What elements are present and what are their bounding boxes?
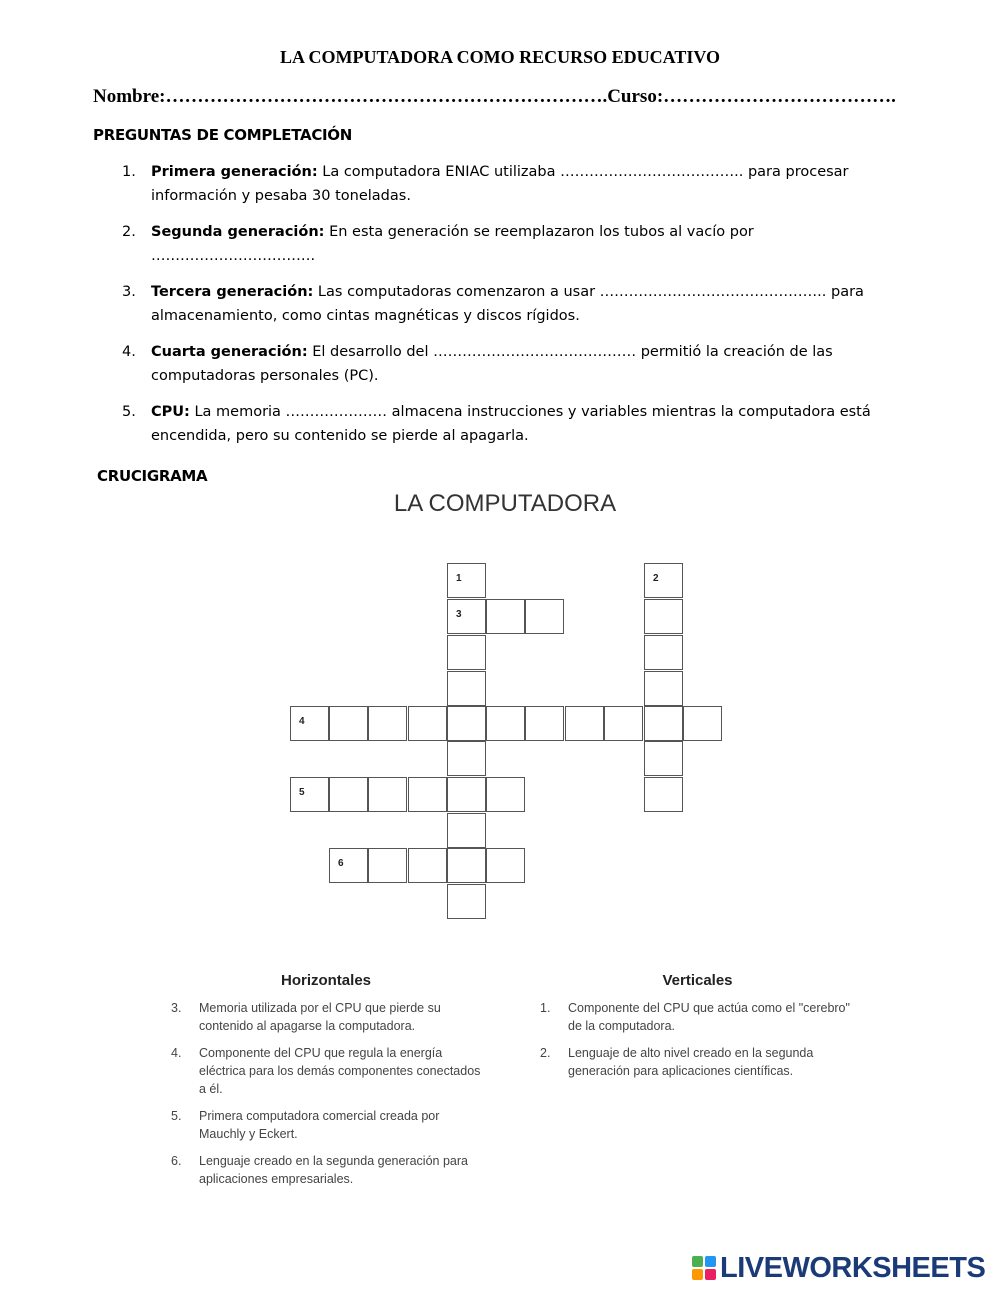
- completion-questions: [120, 160, 910, 460]
- crossword-cell[interactable]: [329, 706, 368, 741]
- crossword-cell[interactable]: [604, 706, 643, 741]
- clue-h3: [171, 999, 481, 1035]
- question-4: [120, 340, 910, 388]
- question-5: [120, 400, 910, 448]
- crossword-cell[interactable]: [486, 599, 525, 634]
- question-text: En esta generación se reemplazaron los tubos al vacío por …………………………….: [151, 224, 754, 264]
- crossword-cell[interactable]: [644, 599, 683, 634]
- crossword-cell[interactable]: [447, 635, 486, 670]
- question-label: Primera generación:: [151, 164, 318, 180]
- clue-num: 4.: [171, 1046, 182, 1060]
- question-label: Cuarta generación:: [151, 344, 308, 360]
- clue-num: 3.: [171, 1001, 182, 1015]
- crossword-cell[interactable]: [486, 777, 525, 812]
- clue-h6: [171, 1152, 481, 1188]
- clue-text: Primera computadora comercial creada por Mauchly y Eckert.: [199, 1109, 440, 1141]
- crossword-cell[interactable]: [447, 848, 486, 883]
- clue-h4: [171, 1044, 481, 1098]
- crossword-cell[interactable]: [447, 813, 486, 848]
- clue-text: Lenguaje de alto nivel creado en la segunda generación para aplicaciones científicas.: [568, 1046, 814, 1078]
- crossword-cell[interactable]: [447, 706, 486, 741]
- section-crossword-heading: CRUCIGRAMA: [97, 467, 208, 485]
- clue-v2: [540, 1044, 855, 1080]
- logo-mark-icon: [692, 1256, 716, 1280]
- clue-num: 5.: [171, 1109, 182, 1123]
- section-completion-heading: PREGUNTAS DE COMPLETACIÓN: [93, 126, 353, 144]
- crossword-cell[interactable]: [368, 777, 407, 812]
- question-number: 4.: [122, 344, 136, 360]
- clue-number: 2: [653, 573, 659, 584]
- question-text: La memoria ………………… almacena instrucciones y variables mientras la computadora está encendida, pero su contenido se pierde al apagarla.: [151, 404, 871, 444]
- clue-v1: [540, 999, 855, 1035]
- crossword-cell[interactable]: [447, 671, 486, 706]
- question-text: La computadora ENIAC utilizaba ……………………………….. para procesar información y pesaba 30 toneladas.: [151, 164, 849, 204]
- clue-num: 1.: [540, 1001, 551, 1015]
- crossword-cell[interactable]: [447, 884, 486, 919]
- question-number: 2.: [122, 224, 136, 240]
- clue-number: 6: [338, 858, 344, 869]
- question-text: El desarrollo del …………………………………… permitió la creación de las computadoras personales (PC).: [151, 344, 833, 384]
- question-number: 3.: [122, 284, 136, 300]
- crossword-cell[interactable]: [447, 741, 486, 776]
- question-text: Las computadoras comenzaron a usar ……………………………………….. para almacenamiento, como cintas magnéticas y discos rígidos.: [151, 284, 864, 324]
- liveworksheets-logo: [692, 1252, 985, 1284]
- question-label: Tercera generación:: [151, 284, 314, 300]
- question-label: Segunda generación:: [151, 224, 325, 240]
- logo-text: LIVEWORKSHEETS: [720, 1251, 986, 1284]
- crossword-cell[interactable]: [447, 599, 486, 634]
- crossword-cell[interactable]: [368, 848, 407, 883]
- crossword-cell[interactable]: [408, 777, 447, 812]
- question-number: 5.: [122, 404, 136, 420]
- crossword-cell[interactable]: [644, 563, 683, 598]
- logo-square: [692, 1256, 703, 1267]
- question-1: [120, 160, 910, 208]
- question-3: [120, 280, 910, 328]
- crossword-cell[interactable]: [644, 706, 683, 741]
- crossword-cell[interactable]: [486, 848, 525, 883]
- clue-number: 4: [299, 716, 305, 727]
- crossword-cell[interactable]: [408, 706, 447, 741]
- crossword-cell[interactable]: [486, 706, 525, 741]
- horizontal-clues: [171, 972, 481, 1197]
- crossword-cell[interactable]: [565, 706, 604, 741]
- vertical-heading: Verticales: [662, 972, 733, 989]
- clue-number: 5: [299, 787, 305, 798]
- logo-square: [692, 1269, 703, 1280]
- crossword-cell[interactable]: [447, 777, 486, 812]
- clue-number: 3: [456, 609, 462, 620]
- clue-h5: [171, 1107, 481, 1143]
- vertical-clues: [540, 972, 855, 1089]
- crossword-cell[interactable]: [408, 848, 447, 883]
- question-2: [120, 220, 910, 268]
- crossword-cell[interactable]: [447, 563, 486, 598]
- crossword-cell[interactable]: [644, 635, 683, 670]
- crossword-cell[interactable]: [525, 706, 564, 741]
- clue-number: 1: [456, 573, 462, 584]
- crossword-cell[interactable]: [329, 777, 368, 812]
- crossword-cell[interactable]: [290, 706, 329, 741]
- worksheet-title: LA COMPUTADORA COMO RECURSO EDUCATIVO: [280, 47, 720, 67]
- crossword-cell[interactable]: [644, 741, 683, 776]
- crossword-cell[interactable]: [644, 671, 683, 706]
- crossword-cell[interactable]: [683, 706, 722, 741]
- crossword-cell[interactable]: [290, 777, 329, 812]
- crossword-cell[interactable]: [525, 599, 564, 634]
- clue-num: 2.: [540, 1046, 551, 1060]
- logo-square: [705, 1269, 716, 1280]
- crossword-cell[interactable]: [368, 706, 407, 741]
- clue-text: Lenguaje creado en la segunda generación para aplicaciones empresariales.: [199, 1154, 468, 1186]
- clue-text: Memoria utilizada por el CPU que pierde su contenido al apagarse la computadora.: [199, 1001, 441, 1033]
- clue-text: Componente del CPU que regula la energía eléctrica para los demás componentes conectados a él.: [199, 1046, 481, 1096]
- crossword-cell[interactable]: [644, 777, 683, 812]
- logo-square: [705, 1256, 716, 1267]
- clue-text: Componente del CPU que actúa como el "cerebro" de la computadora.: [568, 1001, 850, 1033]
- horizontal-heading: Horizontales: [280, 972, 371, 989]
- question-number: 1.: [122, 164, 136, 180]
- clue-num: 6.: [171, 1154, 182, 1168]
- crossword-cell[interactable]: [329, 848, 368, 883]
- name-course-row: Nombre:…………………………………………………………….Curso:……………………………….: [93, 86, 896, 107]
- question-label: CPU:: [151, 404, 190, 420]
- crossword-title: LA COMPUTADORA: [393, 490, 617, 517]
